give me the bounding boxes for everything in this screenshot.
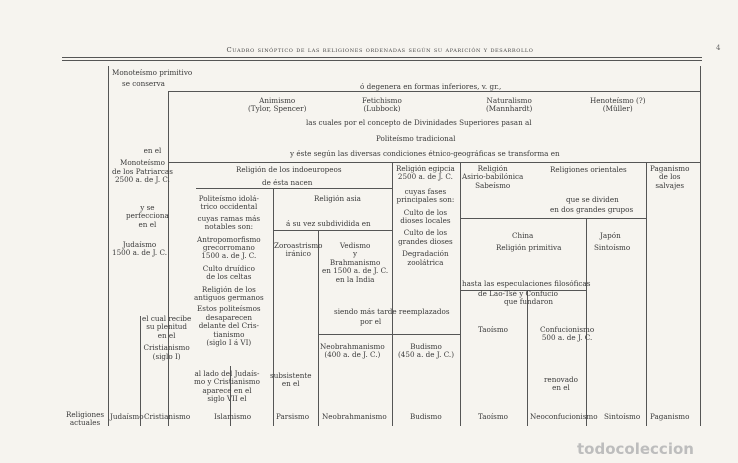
paganismo-salvajes-block [650,165,689,190]
subsistente-block [270,372,312,389]
bottom-cristianismo: Cristianismo [144,412,191,421]
bracket-line-reemplazo [318,334,460,335]
al-lado: al lado del Judaís- [194,369,260,378]
naturalismo [486,97,532,114]
por-el: por el [360,317,382,326]
bottom-label-2: actuales [69,418,101,428]
lao-tse: de Lao-Tsé y Confucio [478,289,558,298]
culto-dioses-2: dioses locales [400,216,451,226]
china: China [512,231,534,240]
mono-primitivo: Monoteísmo primitivo [112,68,193,77]
naturalismo-label: Naturalismo [486,96,532,105]
estos-politeismos-4: tianismo [213,329,245,339]
taoismo-mid: Taoísmo [478,325,508,334]
en-el-2: en el [138,219,157,229]
estos-politeismos: Estos politeísmos [197,304,261,314]
bottom-budismo: Budismo [410,412,442,421]
al-lado-3: aparece en el [202,385,252,395]
renovado: renovado [544,375,578,384]
subdividida: á su vez subdividida en [286,219,371,228]
al-lado-block [194,370,260,404]
bottom-sintoismo: Sintoísmo [604,412,641,421]
antropomorfismo-3: 1500 a. de J. C. [201,251,257,261]
bottom-label: Religiones [66,410,105,419]
cuyas-fases-2: principales son: [396,195,455,205]
perfecciona-block [126,204,169,229]
al-lado-4: siglo VII el [207,394,247,404]
antropomorfismo-2: grecorromano [202,243,255,253]
en-el-4: en el [157,330,176,340]
mono-patriarcas: Monoteísmo [119,158,165,168]
vedismo-block [322,242,388,284]
egipto-block [396,165,455,267]
sabeismo: Sabeísmo [475,180,511,190]
page-number: 4 [716,44,721,52]
budismo-block [398,343,454,360]
judaismo-block [112,241,167,258]
fetichismo [362,97,402,114]
animismo [248,97,306,114]
el-cual-recibe: el cual recibe [142,314,192,323]
column-line-pagan [646,162,647,426]
judaismo-1500-fecha: 1500 a. de J. C. [112,248,167,258]
religiones-actuales-label [66,411,104,428]
degradacion-2: zoolátrica [407,257,444,267]
confucionismo: Confucionismo [540,325,595,334]
degradacion: Degradación [402,249,449,259]
antropomorfismo: Antropomorfismo [197,234,261,244]
en-el-1: en el [143,146,162,155]
left-frame-line [108,66,109,426]
que-se-dividen: que se dividen [566,195,619,204]
budismo-450: Budismo [410,342,442,351]
degenera: ó degenera en formas inferiores, v. gr., [360,82,502,91]
confucionismo-block [540,326,594,343]
culto-grandes: Culto de los [403,228,448,238]
reemplazados: siendo más tarde reemplazados [334,307,450,316]
religiones-orientales: Religiones orientales [550,165,627,174]
column-line-india [318,230,319,426]
neobrahmanismo-400-f: (400 a. de J. C.) [324,350,381,360]
politeismo-idolatrico: Politeísmo idolá- [198,194,259,203]
paganismo-salvajes-2: de los [658,172,681,182]
budismo-450-f: (450 a. de J. C.) [398,350,455,360]
plenitud: su plenitud [146,322,188,332]
vedismo-y: y [353,249,358,259]
asirio: Religión [477,164,508,173]
dos-grupos: en dos grandes grupos [550,205,634,214]
religion-primitiva: Religión primitiva [496,243,562,252]
cuyas-ramas-2: notables son: [204,222,253,232]
column-line-orient [460,162,461,426]
judaismo-1500: Judaísmo [122,240,157,249]
cristianismo-mid: Cristianismo [143,343,190,353]
confucionismo-f: 500 a. de J. C. [541,333,593,343]
asirio-block [462,165,523,190]
y-se: y se [140,203,155,212]
japon: Japón [600,231,621,240]
culto-grandes-2: grandes dioses [398,236,453,246]
patriarcas-block [112,147,173,185]
religion-asia: Religión asia [314,194,361,203]
column-line-indo [168,91,169,426]
hasta-especulaciones: hasta las especulaciones filosóficas [462,279,591,288]
bracket-line-indo [196,188,392,189]
zoroastrismo: Zoroastrismo [274,241,323,250]
de-esta-nacen: de ésta nacen [262,178,313,187]
bottom-paganismo: Paganismo [650,412,690,421]
bottom-taoismo: Taoísmo [478,412,508,421]
religion-germanos: Religión de los [201,284,256,294]
fetichismo-label: Fetichismo [362,96,402,105]
chart-title: Cuadro sinóptico de las religiones ordenadas según su aparición y desarrollo [226,46,534,54]
title-rule-2 [62,60,702,61]
bottom-parsismo: Parsismo [276,412,310,421]
se-conserva: se conserva [122,79,165,88]
right-frame-line [700,66,701,426]
al-lado-2: mo y Cristianismo [194,377,260,387]
mono-patriarcas-3: 2500 a. de J. C. [114,175,170,185]
column-line-japon [586,218,587,426]
title-rule [62,57,702,58]
renovado-block [544,376,578,393]
cuyas-fases: cuyas fases [404,186,447,196]
henoteismo [590,97,646,114]
en-india: en la India [335,274,375,284]
perfecciona: perfecciona [126,211,169,221]
vedismo: Vedismo [339,241,371,250]
estos-politeismos-3: delante del Cris- [198,321,259,331]
bottom-neoconfucionismo: Neoconfucionismo [530,412,598,421]
religion-egipcia: Religión egipcia [396,164,455,173]
column-line-cristianismo [140,316,141,426]
cuyas-ramas: cuyas ramas más [197,213,261,223]
fetichismo-autor: (Lubbock) [363,104,401,114]
column-line-asia [273,188,274,426]
bottom-judaismo: Judaísmo [110,412,144,421]
culto-druidico: Culto druídico [202,263,255,273]
en-el-3: en el [552,383,570,393]
subsistente: subsistente [270,371,312,380]
watermark-logo: todocoleccion [577,440,694,458]
concepto-divinidades: las cuales por el concepto de Divinidades Superiores pasan al [306,118,532,127]
naturalismo-autor: (Mannhardt) [486,104,533,114]
que-fundaron: que fundaron [504,297,553,306]
politeismo-idolatrico-block [194,195,264,348]
culto-druidico-2: de los celtas [206,272,252,282]
neobrahmanismo-block [320,343,385,360]
bracket-line-transforma [168,162,700,163]
estos-politeismos-5: (siglo I á VI) [206,338,252,348]
religion-germanos-2: antiguos germanos [194,293,264,303]
cristianismo-siglo: (siglo I) [152,351,181,361]
asirio-2: Asirio-babilónica [462,172,524,182]
cristianismo-block [142,315,191,361]
henoteismo-autor: (Müller) [602,104,633,114]
subsistente-2: en el [281,379,300,389]
column-line-egipto [392,162,393,426]
politeismo-tradicional: Politeísmo tradicional [376,134,456,143]
zoroastrismo-2: iránico [285,249,311,259]
animismo-autores: (Tylor, Spencer) [248,104,307,114]
brahmanismo: Brahmanismo [329,257,381,267]
sintoismo-mid: Sintoísmo [594,243,631,252]
religion-indoeuropeos: Religión de los indoeuropeos [236,165,342,174]
zoroastrismo-block [274,242,323,259]
culto-dioses: Culto de los [403,207,448,217]
neobrahmanismo-400: Neobrahmanismo [320,342,385,351]
animismo-label: Animismo [259,96,296,105]
transforma: y éste según las diversas condiciones étnico-geográficas se transforma en [290,149,560,158]
religion-egipcia-f: 2500 a. de J. C. [397,172,453,182]
henoteismo-label: Henoteísmo (?) [590,96,646,105]
column-line-china [527,290,528,426]
bottom-neobrahmanismo: Neobrahmanismo [322,412,387,421]
paganismo-salvajes-3: salvajes [655,180,685,190]
bottom-islamismo: Islamismo [214,412,252,421]
bracket-line-oriente [460,218,646,219]
paganismo-salvajes: Paganismo [650,164,690,173]
brahmanismo-fecha: en 1500 a. de J. C. [322,266,389,276]
mono-patriarcas-2: de los Patriarcas [112,166,173,176]
estos-politeismos-2: desaparecen [205,312,252,322]
bracket-line-asia [273,230,392,231]
politeismo-idolatrico-2: trico occidental [200,202,258,212]
